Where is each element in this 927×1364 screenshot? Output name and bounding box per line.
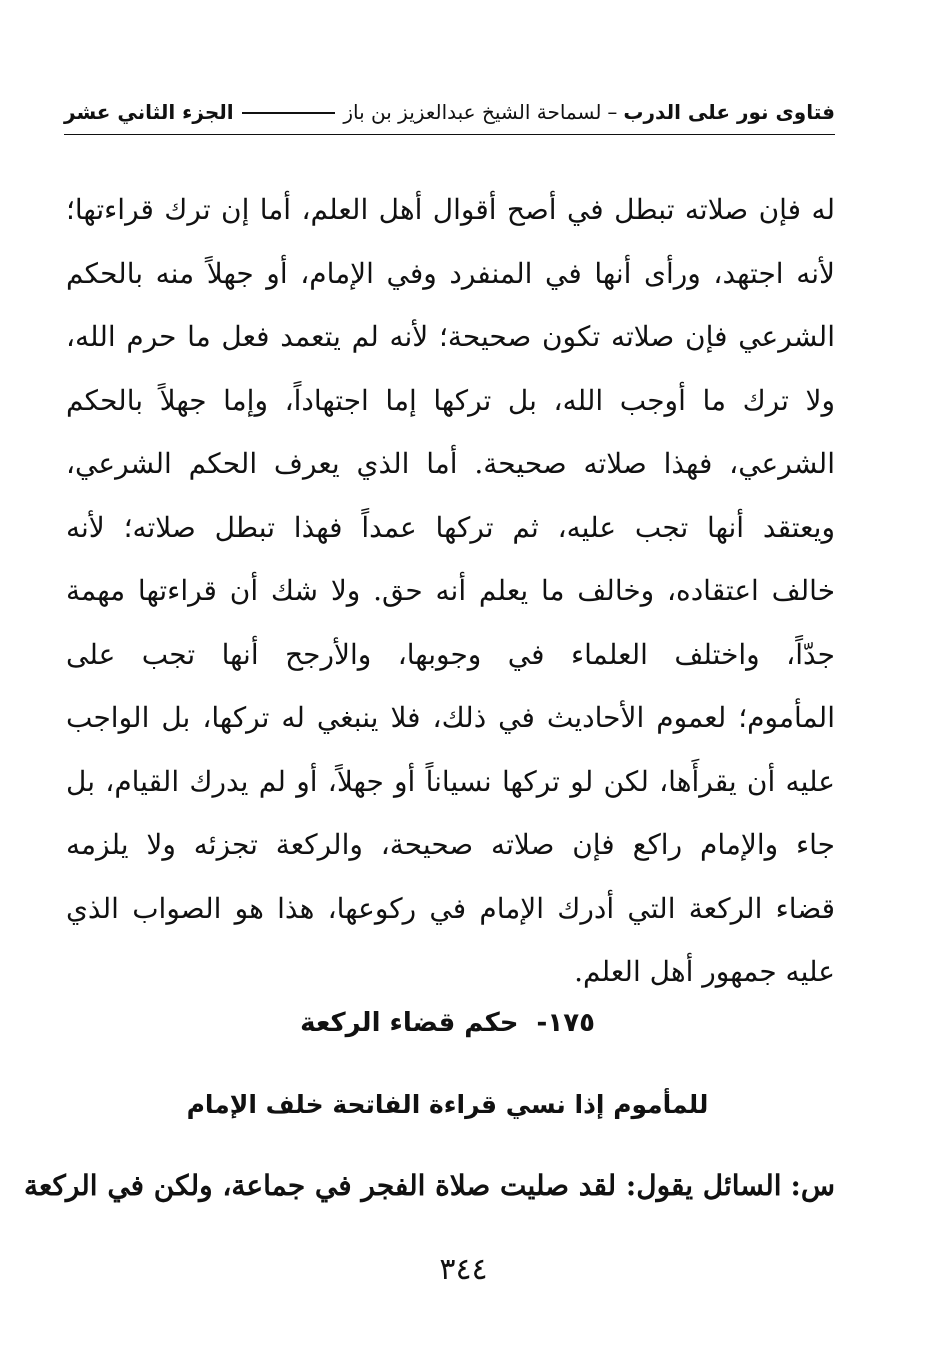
- header-rule: [64, 134, 835, 135]
- body-paragraph: [66, 178, 835, 1004]
- page-number: ٣٤٤: [439, 1252, 488, 1287]
- body-line: ولا ترك ما أوجب الله، بل تركها إما اجتهاداً، وإما جهلاً بالحكم: [66, 383, 835, 417]
- section-title: حكم قضاء الركعة: [300, 1008, 519, 1038]
- author-name: لسماحة الشيخ عبدالعزيز بن باز: [343, 100, 602, 124]
- running-header: [64, 92, 835, 132]
- header-dash-line: [242, 112, 336, 114]
- body-line: الشرعي، فهذا صلاته صحيحة. أما الذي يعرف الحكم الشرعي،: [66, 447, 835, 480]
- section-number: ١٧٥-: [536, 1008, 595, 1038]
- book-title: فتاوى نور على الدرب: [623, 100, 835, 124]
- body-line: جدّاً، واختلف العلماء في وجوبها، والأرجح أنها تجب على: [66, 637, 835, 671]
- section-subtitle: للمأموم إذا نسي قراءة الفاتحة خلف الإمام: [186, 1090, 709, 1119]
- question-line: [23, 1160, 835, 1212]
- question-text: السائل يقول: لقد صليت صلاة الفجر في جماعة، ولكن في الركعة: [23, 1169, 782, 1202]
- volume-label: الجزء الثاني عشر: [64, 100, 234, 124]
- body-line: المأموم؛ لعموم الأحاديث في ذلك، فلا ينبغي له تركها، بل الواجب: [66, 701, 835, 734]
- body-line: ويعتقد أنها تجب عليه، ثم تركها عمداً فهذا تبطل صلاته؛ لأنه: [66, 510, 835, 544]
- question-label: س:: [790, 1169, 835, 1202]
- body-line: جاء والإمام راكع فإن صلاته صحيحة، والركعة تجزئه ولا يلزمه: [66, 828, 835, 861]
- body-line: عليه جمهور أهل العلم.: [574, 955, 835, 988]
- body-line: لأنه اجتهد، ورأى أنها في المنفرد وفي الإمام، أو جهلاً منه بالحكم: [66, 256, 835, 290]
- body-line: الشرعي فإن صلاته تكون صحيحة؛ لأنه لم يتعمد فعل ما حرم الله،: [66, 320, 835, 353]
- section-heading: [60, 1008, 835, 1038]
- body-line: قضاء الركعة التي أدرك الإمام في ركوعها، هذا هو الصواب الذي: [66, 891, 835, 925]
- header-separator: –: [607, 100, 618, 124]
- body-line: خالف اعتقاده، وخالف ما يعلم أنه حق. ولا شك أن قراءتها مهمة: [66, 574, 835, 607]
- body-line: له فإن صلاته تبطل في أصح أقوال أهل العلم، أما إن ترك قراءتها؛: [66, 193, 835, 226]
- body-line: عليه أن يقرأَها، لكن لو تركها نسياناً أو جهلاً، أو لم يدرك القيام، بل: [66, 764, 835, 798]
